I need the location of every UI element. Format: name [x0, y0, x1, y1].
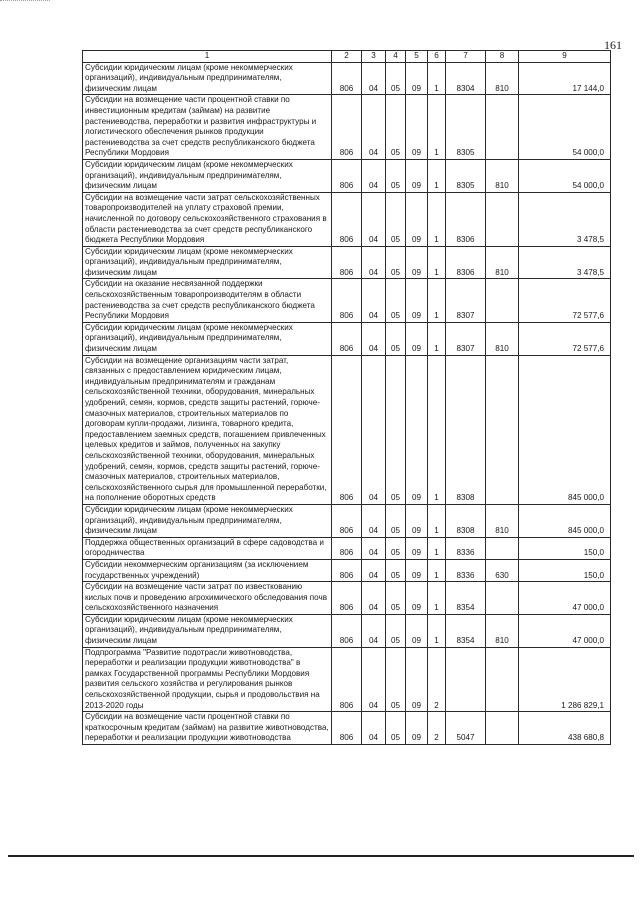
cell-name: Подпрограмма "Развитие подотрасли животноводства, переработки и реализации продукции животноводства" в рамках Государственной программы Республики Мордовия развития сельского хозяйства и регулирования рынков сельскохозяйственной продукции, сырья и продовольствия на 2013-2020 годы: [83, 647, 332, 712]
page-number: 161: [604, 38, 622, 52]
header-col-5: 5: [406, 51, 428, 63]
cell-ministry-code: 806: [332, 537, 362, 559]
cell-subprogram: 1: [428, 537, 446, 559]
cell-name: Субсидии на возмещение части затрат сельскохозяйственных товаропроизводителей на уплату страховой премии, начисленной по договору сельскохозяйственного страхования в области растениеводства за счет средств республиканского бюджета Республики Мордовия: [83, 192, 332, 246]
cell-subprogram: 1: [428, 279, 446, 322]
cell-subprogram: 1: [428, 62, 446, 95]
table-row: [83, 279, 611, 322]
cell-ministry-code: 806: [332, 95, 362, 160]
cell-program: 09: [406, 537, 428, 559]
cell-section: 04: [362, 504, 386, 537]
table-row: [83, 192, 611, 246]
cell-section: 04: [362, 246, 386, 279]
cell-amount: 47 000,0: [519, 582, 611, 615]
cell-target-item: 8306: [446, 192, 486, 246]
cell-name: Субсидии некоммерческим организациям (за исключением государственных учреждений): [83, 559, 332, 581]
cell-subprogram: 2: [428, 647, 446, 712]
cell-amount: 3 478,5: [519, 246, 611, 279]
table-row: [83, 322, 611, 355]
cell-expense-type: 630: [486, 559, 519, 581]
cell-expense-type: 810: [486, 246, 519, 279]
cell-program: 09: [406, 62, 428, 95]
cell-target-item: 8308: [446, 355, 486, 504]
cell-subprogram: 1: [428, 95, 446, 160]
cell-subsection: 05: [386, 159, 406, 192]
cell-subsection: 05: [386, 279, 406, 322]
cell-amount: 845 000,0: [519, 504, 611, 537]
table-row: [83, 355, 611, 504]
cell-program: 09: [406, 712, 428, 745]
cell-expense-type: [486, 582, 519, 615]
cell-target-item: 8304: [446, 62, 486, 95]
cell-target-item: 8307: [446, 279, 486, 322]
cell-target-item: 8306: [446, 246, 486, 279]
cell-program: 09: [406, 192, 428, 246]
cell-section: 04: [362, 712, 386, 745]
cell-name: Субсидии юридическим лицам (кроме некоммерческих организаций), индивидуальным предпринимателям, физическим лицам: [83, 159, 332, 192]
cell-target-item: 8305: [446, 159, 486, 192]
table-row: [83, 159, 611, 192]
cell-subprogram: 1: [428, 559, 446, 581]
cell-amount: 54 000,0: [519, 95, 611, 160]
cell-amount: 72 577,6: [519, 279, 611, 322]
cell-target-item: 8336: [446, 537, 486, 559]
cell-target-item: 8308: [446, 504, 486, 537]
table-row: [83, 95, 611, 160]
table-row: [83, 246, 611, 279]
cell-amount: 47 000,0: [519, 614, 611, 647]
cell-target-item: 8336: [446, 559, 486, 581]
cell-expense-type: [486, 95, 519, 160]
cell-program: 09: [406, 322, 428, 355]
table-row: [83, 559, 611, 581]
cell-subsection: 05: [386, 355, 406, 504]
cell-amount: 845 000,0: [519, 355, 611, 504]
cell-expense-type: [486, 192, 519, 246]
cell-amount: 1 286 829,1: [519, 647, 611, 712]
cell-amount: 3 478,5: [519, 192, 611, 246]
cell-name: Субсидии на оказание несвязанной поддержки сельскохозяйственным товаропроизводителям в области растениеводства за счет средств республиканского бюджета Республики Мордовия: [83, 279, 332, 322]
cell-subsection: 05: [386, 192, 406, 246]
cell-amount: 17 144,0: [519, 62, 611, 95]
table-row: [83, 504, 611, 537]
cell-ministry-code: 806: [332, 647, 362, 712]
cell-section: 04: [362, 322, 386, 355]
cell-subprogram: 2: [428, 712, 446, 745]
cell-program: 09: [406, 614, 428, 647]
cell-subprogram: 1: [428, 582, 446, 615]
cell-program: 09: [406, 279, 428, 322]
cell-expense-type: 810: [486, 614, 519, 647]
cell-target-item: 8354: [446, 582, 486, 615]
cell-expense-type: 810: [486, 159, 519, 192]
cell-name: Субсидии юридическим лицам (кроме некоммерческих организаций), индивидуальным предпринимателям, физическим лицам: [83, 614, 332, 647]
cell-program: 09: [406, 355, 428, 504]
cell-section: 04: [362, 614, 386, 647]
cell-ministry-code: 806: [332, 279, 362, 322]
cell-subprogram: 1: [428, 614, 446, 647]
cell-ministry-code: 806: [332, 246, 362, 279]
cell-ministry-code: 806: [332, 62, 362, 95]
cell-ministry-code: 806: [332, 712, 362, 745]
cell-name: Субсидии юридическим лицам (кроме некоммерческих организаций), индивидуальным предпринимателям, физическим лицам: [83, 504, 332, 537]
cell-program: 09: [406, 647, 428, 712]
cell-section: 04: [362, 159, 386, 192]
cell-subsection: 05: [386, 647, 406, 712]
cell-subprogram: 1: [428, 322, 446, 355]
table-row: [83, 614, 611, 647]
cell-expense-type: 810: [486, 62, 519, 95]
cell-section: 04: [362, 537, 386, 559]
cell-ministry-code: 806: [332, 159, 362, 192]
cell-expense-type: 810: [486, 322, 519, 355]
cell-subsection: 05: [386, 537, 406, 559]
table-row: [83, 647, 611, 712]
cell-expense-type: [486, 537, 519, 559]
budget-table: [82, 50, 611, 745]
header-col-4: 4: [386, 51, 406, 63]
cell-subsection: 05: [386, 582, 406, 615]
cell-section: 04: [362, 95, 386, 160]
cell-subsection: 05: [386, 559, 406, 581]
cell-subprogram: 1: [428, 355, 446, 504]
cell-subprogram: 1: [428, 159, 446, 192]
header-col-8: 8: [486, 51, 519, 63]
cell-section: 04: [362, 647, 386, 712]
cell-name: Субсидии юридическим лицам (кроме некоммерческих организаций), индивидуальным предпринимателям, физическим лицам: [83, 322, 332, 355]
cell-name: Субсидии юридическим лицам (кроме некоммерческих организаций), индивидуальным предпринимателям, физическим лицам: [83, 62, 332, 95]
cell-name: Субсидии на возмещение части процентной ставки по инвестиционным кредитам (займам) на развитие растениеводства, переработки и развития инфраструктуры и логистического обеспечения рынков продукции растениеводства за счет средств республиканского бюджета Республики Мордовия: [83, 95, 332, 160]
table-row: [83, 712, 611, 745]
header-col-1: 1: [83, 51, 332, 63]
table-body: [83, 62, 611, 744]
cell-subsection: 05: [386, 246, 406, 279]
cell-name: Субсидии на возмещение организациям части затрат, связанных с предоставлением юридическим лицам, индивидуальным предпринимателям и гражданам сельскохозяйственной техники, оборудования, минеральных удобрений, семян, кормов, средств защиты растений, горюче-смазочных материалов, строительных материалов по договорам купли-продажи, лизинга, товарного кредита, предоставлением заемных средств, погашением привлеченных целевых кредитов и займов, полученных на закупку сельскохозяйственной техники, оборудования, минеральных удобрений, семян, кормов, средств защиты растений, горюче-смазочных материалов, строительных материалов, сельскохозяйственного сырья для промышленной переработки, на пополнение оборотных средств: [83, 355, 332, 504]
cell-section: 04: [362, 279, 386, 322]
header-col-3: 3: [362, 51, 386, 63]
cell-amount: 150,0: [519, 537, 611, 559]
header-col-2: 2: [332, 51, 362, 63]
cell-ministry-code: 806: [332, 559, 362, 581]
cell-expense-type: [486, 355, 519, 504]
cell-target-item: 8305: [446, 95, 486, 160]
cell-subsection: 05: [386, 62, 406, 95]
cell-subsection: 05: [386, 322, 406, 355]
cell-program: 09: [406, 246, 428, 279]
table-header-row: [83, 51, 611, 63]
cell-program: 09: [406, 582, 428, 615]
table-row: [83, 582, 611, 615]
cell-section: 04: [362, 582, 386, 615]
cell-amount: 438 680,8: [519, 712, 611, 745]
cell-subprogram: 1: [428, 504, 446, 537]
cell-amount: 150,0: [519, 559, 611, 581]
cell-program: 09: [406, 559, 428, 581]
cell-ministry-code: 806: [332, 322, 362, 355]
header-col-9: 9: [519, 51, 611, 63]
cell-ministry-code: 806: [332, 582, 362, 615]
cell-name: Субсидии юридическим лицам (кроме некоммерческих организаций), индивидуальным предпринимателям, физическим лицам: [83, 246, 332, 279]
table-row: [83, 537, 611, 559]
cell-subsection: 05: [386, 614, 406, 647]
cell-section: 04: [362, 559, 386, 581]
cell-subsection: 05: [386, 504, 406, 537]
cell-expense-type: [486, 647, 519, 712]
cell-expense-type: [486, 712, 519, 745]
header-col-7: 7: [446, 51, 486, 63]
cell-subsection: 05: [386, 712, 406, 745]
cell-target-item: 5047: [446, 712, 486, 745]
cell-program: 09: [406, 159, 428, 192]
cell-section: 04: [362, 355, 386, 504]
cell-subprogram: 1: [428, 246, 446, 279]
cell-section: 04: [362, 62, 386, 95]
cell-name: Поддержка общественных организаций в сфере садоводства и огородничества: [83, 537, 332, 559]
cell-ministry-code: 806: [332, 192, 362, 246]
bottom-border-line: [8, 855, 634, 857]
cell-section: 04: [362, 192, 386, 246]
cell-subsection: 05: [386, 95, 406, 160]
cell-subprogram: 1: [428, 192, 446, 246]
cell-ministry-code: 806: [332, 504, 362, 537]
cell-ministry-code: 806: [332, 355, 362, 504]
table-row: [83, 62, 611, 95]
cell-expense-type: 810: [486, 504, 519, 537]
cell-amount: 72 577,6: [519, 322, 611, 355]
cell-expense-type: [486, 279, 519, 322]
cell-target-item: 8354: [446, 614, 486, 647]
cell-name: Субсидии на возмещение части затрат по известкованию кислых почв и проведению агрохимического обследования почв сельскохозяйственного назначения: [83, 582, 332, 615]
scan-edge-mark: [0, 0, 50, 3]
cell-ministry-code: 806: [332, 614, 362, 647]
cell-program: 09: [406, 504, 428, 537]
cell-target-item: 8307: [446, 322, 486, 355]
cell-name: Субсидии на возмещение части процентной ставки по краткосрочным кредитам (займам) на развитие животноводства, переработки и реализации продукции животноводства: [83, 712, 332, 745]
cell-program: 09: [406, 95, 428, 160]
header-col-6: 6: [428, 51, 446, 63]
cell-target-item: [446, 647, 486, 712]
cell-amount: 54 000,0: [519, 159, 611, 192]
